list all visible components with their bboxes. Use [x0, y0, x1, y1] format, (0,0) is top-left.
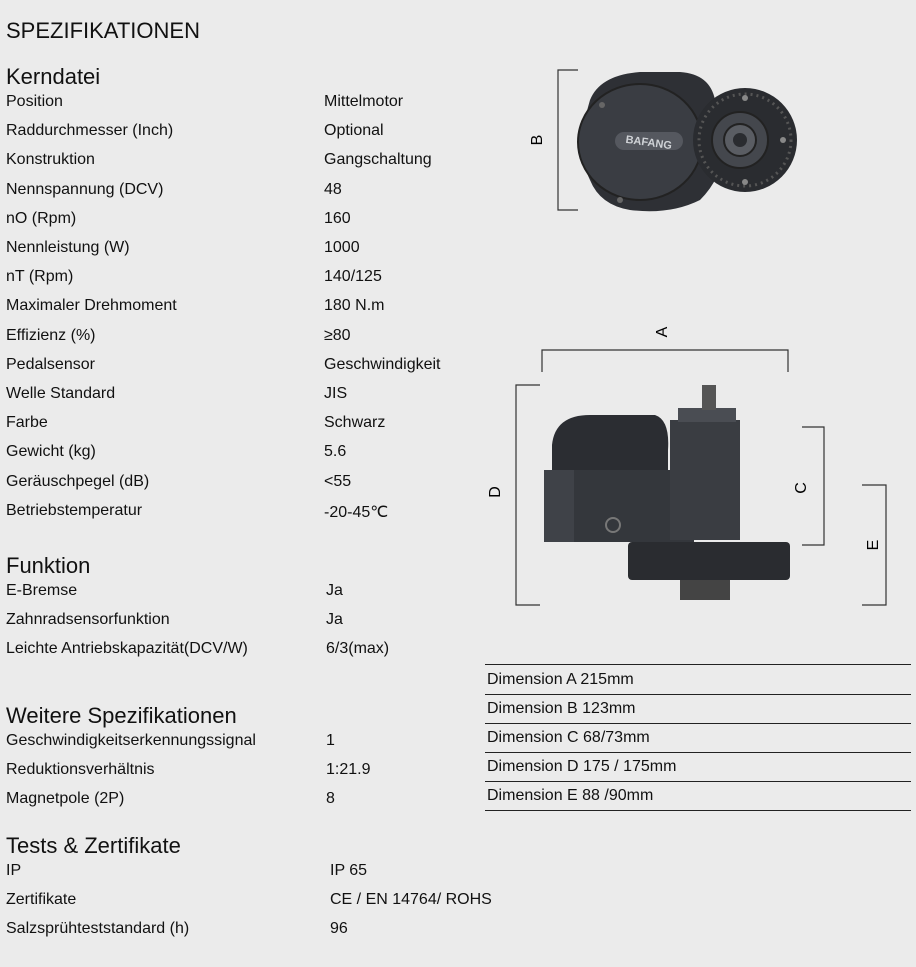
gear-tube: [670, 420, 740, 540]
housing-edge: [544, 470, 574, 542]
motor-top-view: [520, 60, 820, 220]
dimension-b-label: B: [529, 134, 546, 146]
spec-label: Geschwindigkeitserkennungssignal: [6, 732, 256, 749]
motor-housing-top: [552, 415, 668, 470]
spec-label: Position: [6, 93, 63, 110]
axle-center: [733, 133, 747, 147]
spec-label: Zertifikate: [6, 891, 77, 908]
spec-label: Nennleistung (W): [6, 239, 130, 256]
spec-value: Ja: [326, 582, 343, 599]
spec-label: Konstruktion: [6, 151, 95, 169]
spec-value: JIS: [324, 385, 348, 402]
spec-value: IP 65: [330, 862, 368, 879]
spec-value: ≥80: [324, 326, 351, 344]
spec-label: Salzsprühteststandard (h): [6, 920, 190, 937]
page-title: SPEZIFIKATIONEN: [6, 18, 200, 43]
spec-value: Mittelmotor: [324, 93, 404, 110]
dimension-row-d: Dimension D 175 / 175mm: [485, 753, 911, 782]
spec-value: 160: [324, 209, 351, 227]
spec-label: IP: [6, 862, 22, 879]
dimension-row-c: Dimension C 68/73mm: [485, 724, 911, 753]
screw: [617, 197, 623, 203]
spec-value: 8: [326, 790, 335, 807]
spec-value: Schwarz: [324, 414, 386, 432]
spec-label: Reduktionsverhältnis: [6, 761, 155, 778]
spec-label: E-Bremse: [6, 582, 78, 599]
dimension-row-e: Dimension E 88 /90mm: [485, 782, 911, 811]
spec-value: Optional: [324, 122, 384, 140]
spec-label: Gewicht (kg): [6, 443, 96, 461]
spec-value: 1: [326, 732, 335, 749]
dimension-d-bracket: [516, 385, 540, 605]
section-heading-tests: Tests & Zertifikate: [6, 833, 181, 858]
spec-value: 180 N.m: [324, 297, 385, 315]
spec-value: 5.6: [324, 443, 347, 461]
dimension-table-top-rule: [485, 664, 911, 665]
section-heading-funktion: Funktion: [6, 553, 91, 578]
spec-value: -20-45℃: [324, 503, 389, 521]
spec-value: 1000: [324, 239, 360, 256]
spec-label: Maximaler Drehmoment: [6, 297, 177, 315]
screw: [599, 102, 605, 108]
spec-label: Raddurchmesser (Inch): [6, 122, 174, 140]
section-heading-weitere: Weitere Spezifikationen: [6, 703, 237, 728]
brand-logo: BAFANG: [624, 133, 673, 153]
dimension-d-label: D: [487, 486, 504, 498]
spec-label: nT (Rpm): [6, 268, 74, 286]
spec-value: Gangschaltung: [324, 151, 432, 169]
spec-value: Geschwindigkeit: [324, 355, 441, 373]
spec-label: Magnetpole (2P): [6, 790, 125, 807]
spec-value: 96: [330, 920, 348, 937]
gear-cap: [678, 408, 736, 422]
spec-label: Effizienz (%): [6, 326, 96, 344]
bolt: [742, 95, 748, 101]
dimension-a-bracket: [542, 350, 788, 372]
spec-label: Geräuschpegel (dB): [6, 472, 150, 490]
dimension-row-a: Dimension A 215mm: [485, 666, 911, 695]
spec-label: nO (Rpm): [6, 209, 77, 227]
dimension-row-b: Dimension B 123mm: [485, 695, 911, 724]
spec-label: Nennspannung (DCV): [6, 180, 164, 198]
bolt: [742, 179, 748, 185]
dimension-e-label: E: [865, 539, 882, 551]
spec-value: 140/125: [324, 268, 382, 286]
spec-label: Betriebstemperatur: [6, 501, 143, 519]
chainring-base: [628, 542, 790, 580]
spec-label: Farbe: [6, 414, 48, 432]
spec-label: Zahnradsensorfunktion: [6, 611, 170, 628]
spec-value: 6/3(max): [326, 640, 390, 657]
spec-label: Pedalsensor: [6, 355, 95, 373]
spec-value: <55: [324, 472, 352, 490]
section-heading-kerndatei: Kerndatei: [6, 64, 101, 89]
motor-side-view: [480, 320, 900, 620]
bolt: [780, 137, 786, 143]
spec-value: 1:21.9: [326, 761, 371, 778]
spec-value: 48: [324, 180, 342, 198]
dimension-a-label: A: [654, 326, 671, 338]
spec-label: Leichte Antriebskapazität(DCV/W): [6, 640, 248, 657]
spec-label: Welle Standard: [6, 385, 116, 402]
axle-top: [702, 385, 716, 410]
axle-bottom: [680, 580, 730, 600]
dimension-b-bracket: [558, 70, 578, 210]
spec-value: CE / EN 14764/ ROHS: [330, 891, 492, 908]
spec-value: Ja: [326, 611, 343, 628]
dimension-c-label: C: [793, 482, 810, 494]
